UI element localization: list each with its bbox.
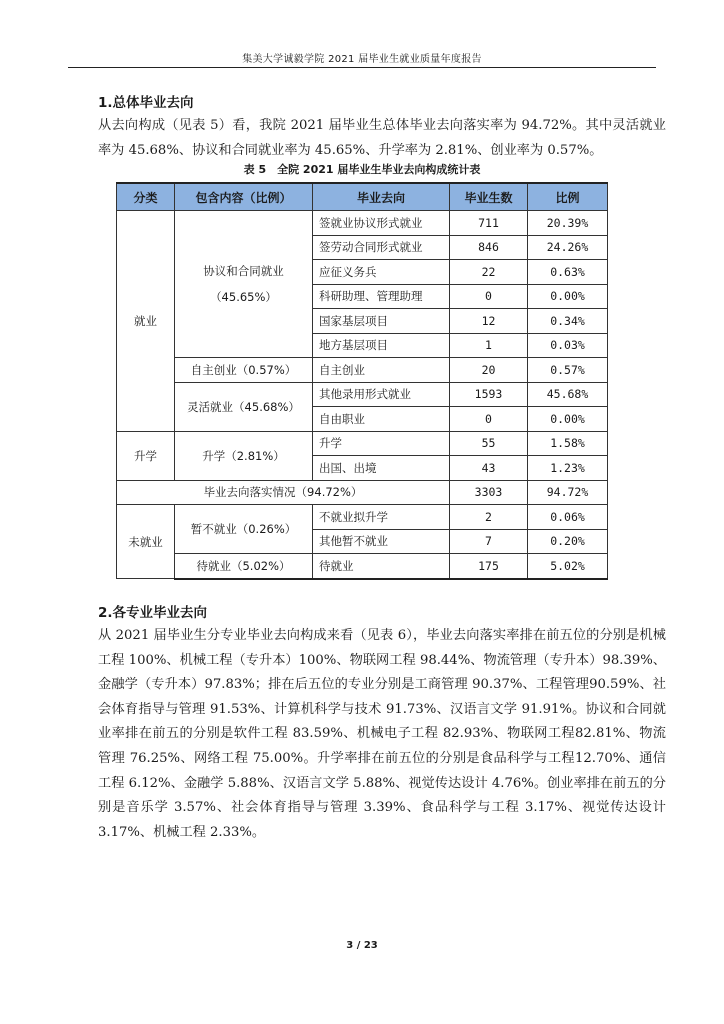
page-header: 集美大学诚毅学院 2021 届毕业生就业质量年度报告 [242,54,482,65]
destination-cell: 其他录用形式就业 [313,382,450,407]
sub-study: 升学（2.81%） [175,431,313,480]
total-label: 毕业去向落实情况（94.72%） [117,480,450,505]
sub-pending: 暂不就业（0.26%） [175,505,313,554]
destination-cell: 不就业拟升学 [313,505,450,530]
ratio-cell: 5.02% [528,554,608,579]
sub-contract-pct: （45.65%） [210,290,277,304]
ratio-cell: 0.00% [528,284,608,309]
total-ratio: 94.72% [528,480,608,505]
destination-cell: 国家基层项目 [313,309,450,334]
count-cell: 55 [450,431,528,456]
sub-flexible: 灵活就业（45.68%） [175,382,313,431]
destination-cell: 待就业 [313,554,450,579]
table-row [117,554,608,579]
count-cell: 7 [450,529,528,554]
ratio-cell: 0.57% [528,358,608,383]
ratio-cell: 45.68% [528,382,608,407]
category-further-study: 升学 [117,431,175,480]
table-row [117,382,608,407]
ratio-cell: 1.58% [528,431,608,456]
count-cell: 2 [450,505,528,530]
table-header-row [117,183,608,211]
table-caption: 表 5 全院 2021 届毕业生毕业去向构成统计表 [243,163,481,176]
count-cell: 22 [450,260,528,285]
sub-waiting: 待就业（5.02%） [175,554,313,579]
count-cell: 12 [450,309,528,334]
sub-contract-label: 协议和合同就业 [203,264,284,278]
destination-cell: 签就业协议形式就业 [313,211,450,236]
ratio-cell: 20.39% [528,211,608,236]
count-cell: 20 [450,358,528,383]
col-header-ratio: 比例 [528,183,608,211]
count-cell: 43 [450,456,528,481]
section-2-title: 2.各专业毕业去向 [98,605,208,621]
sub-contract-employment [175,211,313,358]
header-divider [68,67,656,68]
table-row [117,505,608,530]
col-header-count: 毕业生数 [450,183,528,211]
count-cell: 1593 [450,382,528,407]
count-cell: 0 [450,284,528,309]
section-1-paragraph: 从去向构成（见表 5）看，我院 2021 届毕业生总体毕业去向落实率为 94.72%。其中灵活就业率为 45.68%、协议和合同就业率为 45.65%、升学率为 2.81%、创业率为 0.57%。 [98,118,666,158]
count-cell: 846 [450,235,528,260]
ratio-cell: 0.20% [528,529,608,554]
destination-cell: 科研助理、管理助理 [313,284,450,309]
table-row [117,431,608,456]
total-count: 3303 [450,480,528,505]
category-employment: 就业 [117,211,175,432]
ratio-cell: 0.63% [528,260,608,285]
table-row [117,211,608,236]
destination-cell: 签劳动合同形式就业 [313,235,450,260]
ratio-cell: 0.34% [528,309,608,334]
col-header-content: 包含内容（比例） [175,183,313,211]
count-cell: 1 [450,333,528,358]
destination-cell: 自由职业 [313,407,450,432]
destination-cell: 地方基层项目 [313,333,450,358]
category-unemployed: 未就业 [117,505,175,579]
sub-startup: 自主创业（0.57%） [175,358,313,383]
ratio-cell: 0.06% [528,505,608,530]
section-1-title: 1.总体毕业去向 [98,95,194,111]
destination-cell: 升学 [313,431,450,456]
page-number: 3 / 23 [346,940,378,951]
count-cell: 0 [450,407,528,432]
col-header-category: 分类 [117,183,175,211]
destination-cell: 其他暂不就业 [313,529,450,554]
ratio-cell: 0.03% [528,333,608,358]
destination-cell: 应征义务兵 [313,260,450,285]
table-row [117,358,608,383]
destination-cell: 出国、出境 [313,456,450,481]
count-cell: 175 [450,554,528,579]
table-total-row [117,480,608,505]
count-cell: 711 [450,211,528,236]
section-2-paragraph: 从 2021 届毕业生分专业毕业去向构成来看（见表 6），毕业去向落实率排在前五位的分别是机械工程 100%、机械工程（专升本）100%、物联网工程 98.44%、物流管理（专升本）98.39%、金融学（专升本）97.83%；排在后五位的专业分别是工商管理 90.37%、工程管理90.59%、社会体育指导与管理 91.53%、计算机科学与技术 91.73%、汉语言文学 91.91%。协议和合同就业率排在前五的分别是软件工程 83.59%、机械电子工程 82.93%、物联网工程82.81%、物流管理 76.25%、网络工程 75.00%。升学率排在前五位的分别是食品科学与工程12.70%、通信工程 6.12%、金融学 5.88%、汉语言文学 5.88%、视觉传达设计 4.76%。创业率排在前五的分别是音乐学 3.57%、社会体育指导与管理 3.39%、食品科学与工程 3.17%、视觉传达设计 3.17%、机械工程 2.33%。 [98,628,666,840]
graduate-destination-table [116,182,608,580]
col-header-destination: 毕业去向 [313,183,450,211]
ratio-cell: 24.26% [528,235,608,260]
ratio-cell: 0.00% [528,407,608,432]
ratio-cell: 1.23% [528,456,608,481]
destination-cell: 自主创业 [313,358,450,383]
